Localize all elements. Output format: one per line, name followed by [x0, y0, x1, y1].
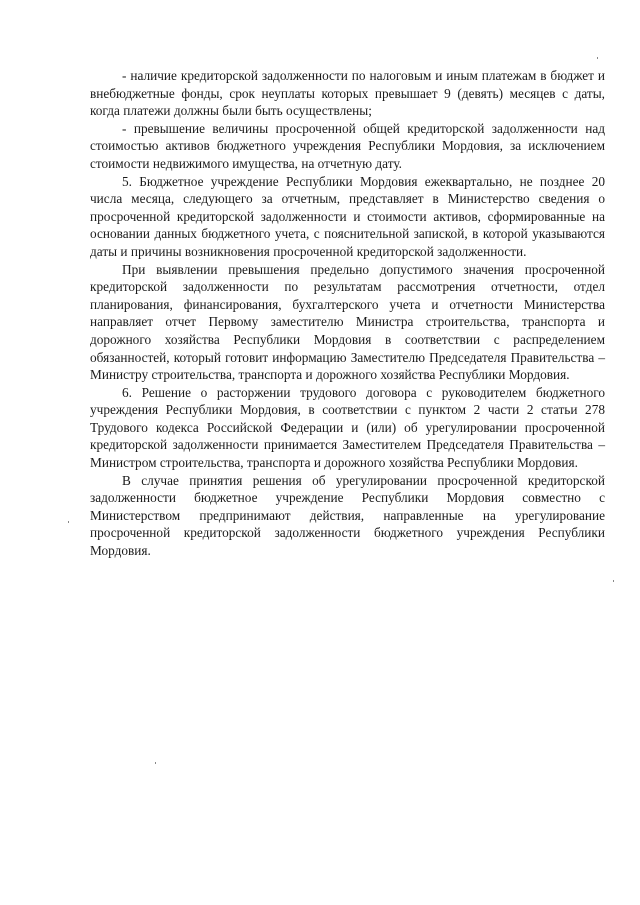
paragraph-settlement: В случае принятия решения об урегулировании просроченной кредиторской задолженности бюджетное учреждение Республики Мордовия совместно с Министерством предпринимают действия, направленные на урегулирование просроченной кредиторской задолженности бюджетного учреждения Республики Мордовия. — [90, 472, 605, 559]
paragraph-item-6: 6. Решение о расторжении трудового договора с руководителем бюджетного учреждения Республики Мордовия, в соответствии с пунктом 2 части 2 статьи 278 Трудового кодекса Российской Федерации и (или) об урегулировании просроченной кредиторской задолженности принимается Заместителем Председателя Правительства – Министром строительства, транспорта и дорожного хозяйства Республики Мордовия. — [90, 384, 605, 471]
paragraph-excess-detection: При выявлении превышения предельно допустимого значения просроченной кредиторской задолженности по результатам рассмотрения отчетности, отдел планирования, финансирования, бухгалтерского учета и отчетности Министерства направляет отчет Первому заместителю Министра строительства, транспорта и дорожного хозяйства Республики Мордовия в соответствии с распределением обязанностей, который готовит информацию Заместителю Председателя Правительства – Министру строительства, транспорта и дорожного хозяйства Республики Мордовия. — [90, 261, 605, 383]
scan-speck — [597, 57, 598, 59]
paragraph-tax-debt: - наличие кредиторской задолженности по налоговым и иным платежам в бюджет и внебюджетные фонды, срок неуплаты которых превышает 9 (девять) месяцев с даты, когда платежи должны были быть осуществлены; — [90, 68, 605, 119]
scan-speck — [68, 521, 69, 523]
paragraph-overdue-excess: - превышение величины просроченной общей кредиторской задолженности над стоимостью активов бюджетного учреждения Республики Мордовия, за исключением стоимости недвижимого имущества, на отчетную дату. — [90, 120, 605, 171]
scan-speck — [155, 762, 156, 764]
scan-speck — [613, 580, 614, 582]
document-body — [90, 67, 605, 560]
paragraph-item-5: 5. Бюджетное учреждение Республики Мордовия ежеквартально, не позднее 20 числа месяца, следующего за отчетным, представляет в Министерство сведения о просроченной кредиторской задолженности и стоимости активов, сформированные на основании данных бюджетного учета, с пояснительной запиской, в которой указываются даты и причины возникновения просроченной кредиторской задолженности. — [90, 173, 605, 259]
